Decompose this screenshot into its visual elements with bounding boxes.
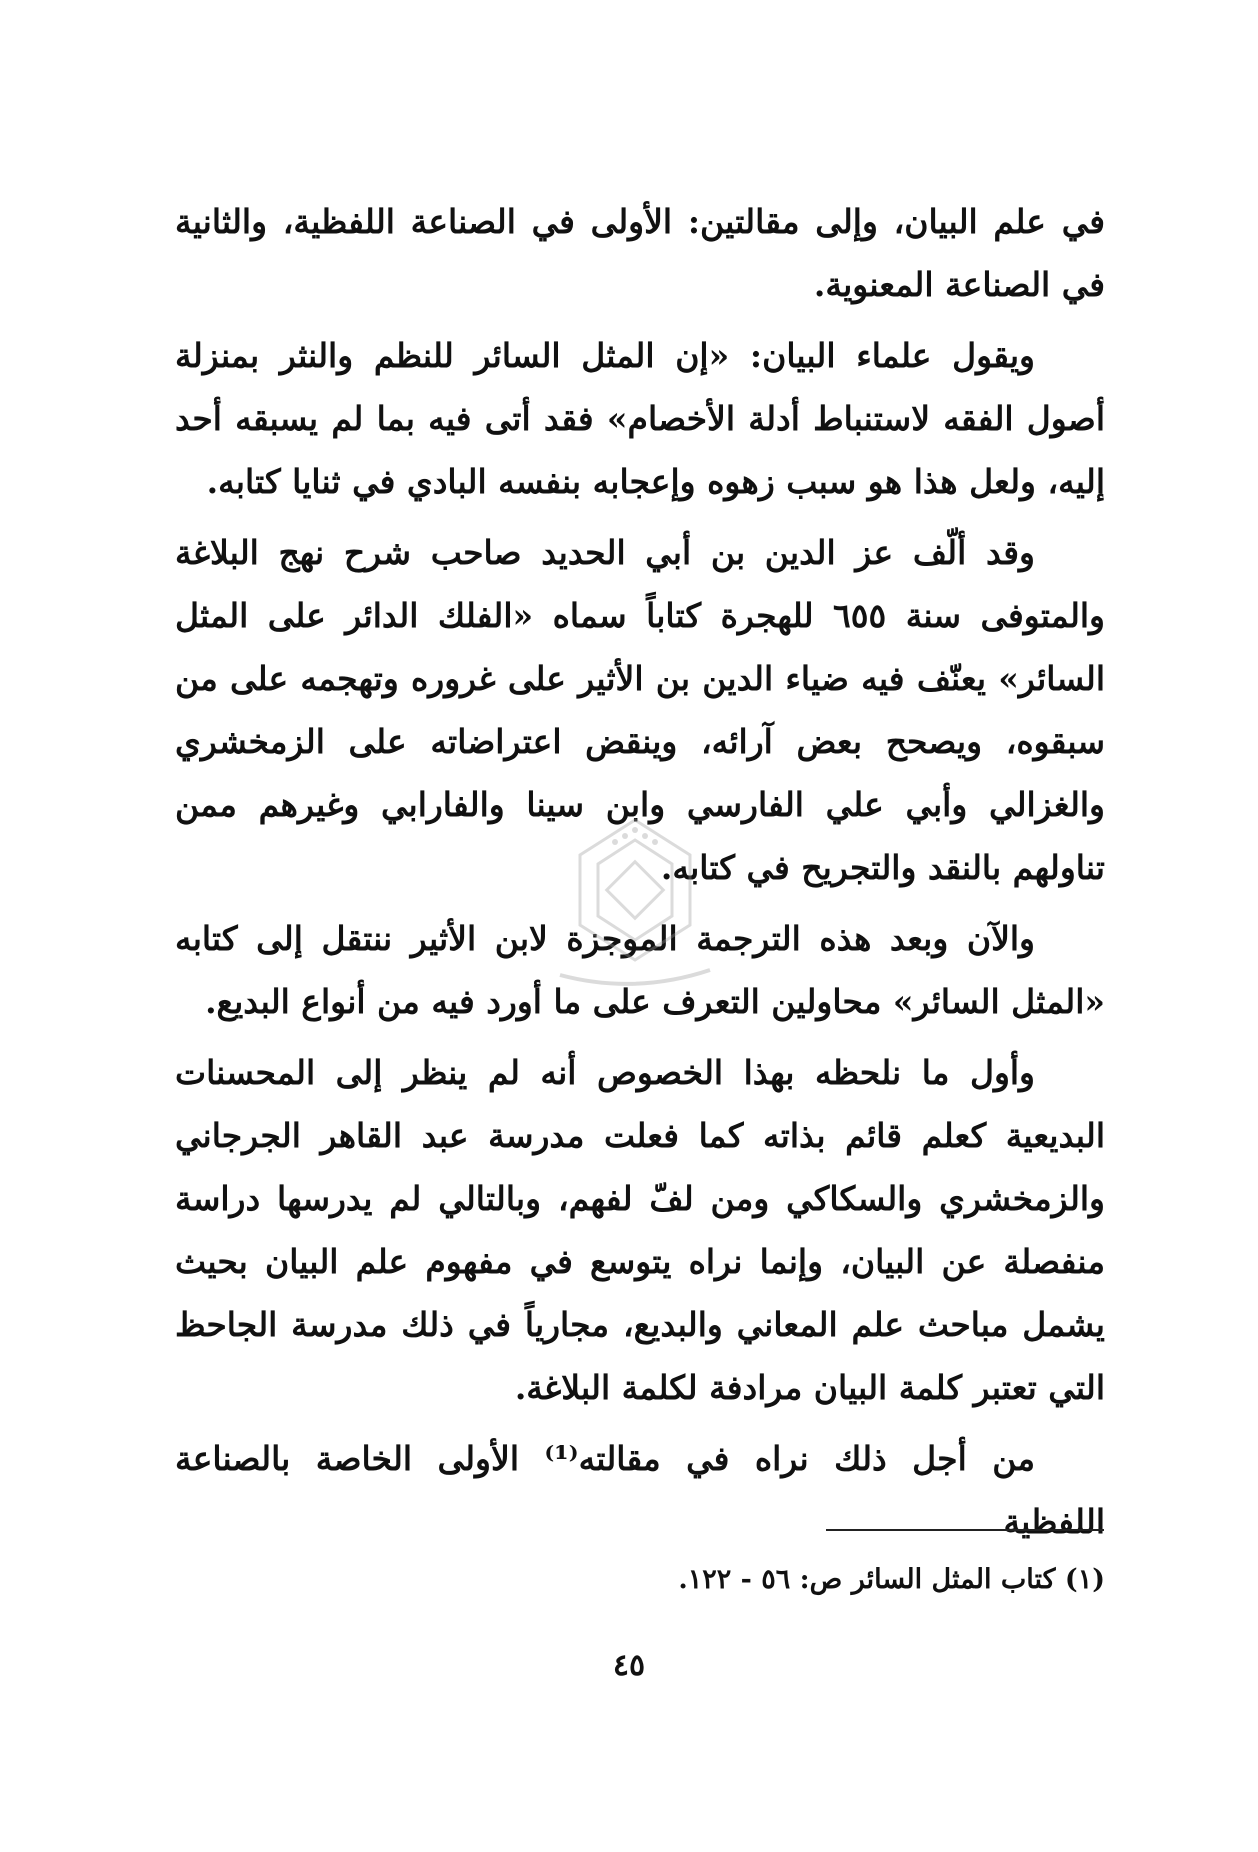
footnote-divider [826,1529,1104,1531]
library-seal-watermark-icon [540,810,730,1000]
paragraph-6: من أجل ذلك نراه في مقالته⁽¹⁾ الأولى الخاصة بالصناعة اللفظية [175,1439,1105,1541]
paragraph-1: في علم البيان، وإلى مقالتين: الأولى في الصناعة اللفظية، والثانية في الصناعة المعنوية. [175,202,1105,304]
footnote: (١) كتاب المثل السائر ص: ٥٦ - ١٢٢. [678,1564,1105,1595]
paragraph-5: وأول ما نلحظه بهذا الخصوص أنه لم ينظر إلى المحسنات البديعية كعلم قائم بذاته كما فعلت مدرسة عبد القاهر الجرجاني والزمخشري والسكاكي ومن لفّ لفهم، وبالتالي لم يدرسها دراسة منفصلة عن البيان، وإنما نراه يتوسع في مفهوم علم البيان بحيث يشمل مباحث علم المعاني والبديع، مجارياً في ذلك مدرسة الجاحظ التي تعتبر كلمة البيان مرادفة لكلمة البلاغة. [175,1053,1105,1407]
paragraph-4: والآن وبعد هذه الترجمة الموجزة لابن الأثير ننتقل إلى كتابه «المثل السائر» محاولين التعرف على ما أورد فيه من أنواع البديع. [175,919,1105,1021]
page-number: ٤٥ [612,1648,646,1683]
paragraph-2: ويقول علماء البيان: «إن المثل السائر للنظم والنثر بمنزلة أصول الفقه لاستنباط أدلة الأخصام» فقد أتى فيه بما لم يسبقه أحد إليه، ولعل هذا هو سبب زهوه وإعجابه بنفسه البادي في ثنايا كتابه. [175,336,1105,501]
paragraph-3: وقد ألّف عز الدين بن أبي الحديد صاحب شرح نهج البلاغة والمتوفى سنة ٦٥٥ للهجرة كتاباً سماه «الفلك الدائر على المثل السائر» يعنّف فيه ضياء الدين بن الأثير على غروره وتهجمه على من سبقوه، ويصحح بعض آرائه، وينقض اعتراضاته على الزمخشري والغزالي وأبي علي الفارسي وابن سينا والفارابي وغيرهم ممن تناولهم بالنقد والتجريح في كتابه. [175,533,1105,887]
